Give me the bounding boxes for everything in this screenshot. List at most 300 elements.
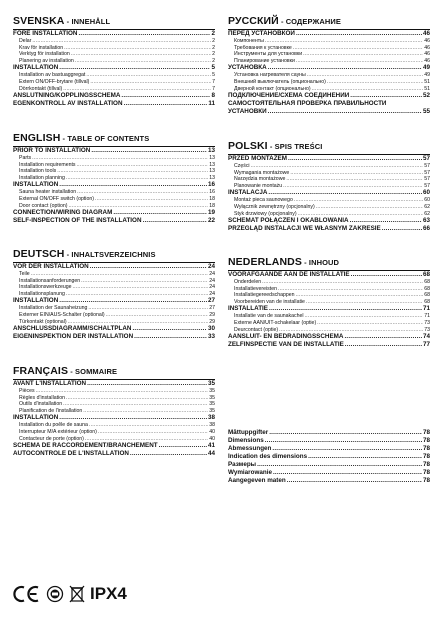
toc-sub-entry <box>228 197 430 204</box>
dot-leader <box>64 45 211 52</box>
toc-main-entry <box>228 437 430 445</box>
toc-sub-entry <box>13 155 215 162</box>
double-insulation-icon <box>45 585 65 603</box>
toc-main-entry <box>13 64 215 72</box>
dot-leader <box>269 429 422 437</box>
toc-sub-entry <box>13 284 215 291</box>
language-heading <box>13 248 215 261</box>
toc-page-number: 29 <box>209 318 215 325</box>
language-subtitle: INNEHÅLL <box>71 17 111 26</box>
toc-section-dutch <box>228 256 430 349</box>
toc-entry-text: Installation planning <box>19 174 65 181</box>
dot-leader <box>71 51 211 58</box>
toc-page-number: 7 <box>212 85 215 92</box>
heading-separator: - <box>267 142 275 151</box>
dot-leader <box>68 203 208 210</box>
toc-entry-text: INSTALLATION <box>13 414 59 422</box>
dot-leader <box>278 286 423 293</box>
ce-label: C <box>13 593 14 595</box>
toc-main-entry <box>228 445 430 453</box>
toc-main-entry <box>13 450 215 458</box>
toc-entry-text: Części <box>234 163 250 169</box>
dot-leader <box>298 211 424 218</box>
toc-entry-text: САМОСТОЯТЕЛЬНАЯ ПРОВЕРКА ПРАВИЛЬНОСТИ <box>228 100 387 108</box>
toc-sub-entry <box>13 203 215 210</box>
toc-main-entry <box>13 414 215 422</box>
toc-entry-text: Externe AAN/UIT-schakelaar (optie) <box>234 319 317 326</box>
toc-main-entry <box>228 30 430 38</box>
toc-entry-text: AVANT L'INSTALLATION <box>13 380 87 387</box>
toc-sub-entry <box>228 292 430 299</box>
toc-page-number: 35 <box>209 388 215 394</box>
dot-leader <box>296 58 423 65</box>
toc-entry-text: SCHEMAT POŁĄCZEŃ I OKABLOWANIA <box>228 217 349 225</box>
toc-entry-text: Wyłącznik zewnętrzny (opcjonalny) <box>234 203 315 210</box>
toc-sub-entry <box>228 299 430 306</box>
toc-entry-text: SELF-INSPECTION OF THE INSTALLATION <box>13 217 142 225</box>
toc-sub-entry <box>228 58 430 65</box>
toc-entry-text: Krav för installation <box>19 44 64 51</box>
toc-entry-text: ANSCHLUSSDIAGRAMM/SCHALTPLAN <box>13 325 132 333</box>
toc-page-number: 46 <box>424 38 430 44</box>
toc-entry-text: Abmessungen <box>228 445 272 452</box>
toc-entry-text: Extern ON/OFF-brytare (tillval) <box>19 78 90 85</box>
ip-rating-label: IPX4 <box>90 584 127 603</box>
toc-entry-text: Дверной контакт (опционально) <box>234 85 311 92</box>
toc-page-number: 24 <box>209 284 215 291</box>
toc-entry-text: FÖRE INSTALLATION <box>13 30 78 37</box>
toc-sub-entry <box>13 278 215 285</box>
dot-leader <box>91 147 207 155</box>
dot-leader <box>77 189 208 196</box>
toc-section-russian <box>228 15 430 116</box>
toc-page-number: 71 <box>422 305 430 313</box>
toc-page-number: 57 <box>424 182 430 189</box>
toc-entry-text: Outils d'installation <box>19 401 63 408</box>
toc-page-number: 35 <box>209 407 215 414</box>
toc-page-number: 27 <box>207 297 215 305</box>
language-heading <box>228 256 430 269</box>
toc-entry-text: AUTOCONTRÔLE DE L'INSTALLATION <box>13 450 129 458</box>
toc-page-number: 2 <box>212 38 215 44</box>
toc-page-number: 16 <box>209 189 215 196</box>
dot-leader <box>262 279 423 286</box>
toc-entry-text: Installationsanforderungen <box>19 277 81 284</box>
toc-page-number: 49 <box>422 64 430 72</box>
toc-page-number: 46 <box>424 57 430 64</box>
toc-entry-text: Deurcontact (optie) <box>234 326 279 333</box>
toc-sub-entry <box>228 51 430 58</box>
toc-main-entry <box>13 100 215 108</box>
toc-entry-text: Montaż pieca saunowego <box>234 197 293 204</box>
toc-entry-text: Installation du poêle de sauna <box>19 422 88 429</box>
toc-sub-entry <box>228 313 430 320</box>
toc-page-number: 78 <box>422 477 430 484</box>
toc-sub-entry <box>13 395 215 402</box>
toc-main-entry <box>13 325 215 333</box>
language-heading <box>228 140 430 153</box>
toc-entry-text: Règles d'installation <box>19 394 65 401</box>
dot-leader <box>124 100 208 108</box>
toc-entry-text: Installatiegereedschappen <box>234 292 295 299</box>
toc-page-number: 8 <box>211 92 215 100</box>
dot-leader <box>294 197 423 204</box>
dot-leader <box>296 292 424 299</box>
ce-mark-icon <box>13 585 41 603</box>
toc-entry-text: Door contact (option) <box>19 202 68 209</box>
toc-page-number: 5 <box>212 72 215 79</box>
toc-entry-text: Внешний выключатель (опционально) <box>234 78 326 85</box>
toc-page-number: 46 <box>424 51 430 58</box>
toc-entry-text: Planowanie montażu <box>234 182 283 189</box>
toc-sub-entry <box>228 86 430 93</box>
dot-leader <box>95 196 208 203</box>
dot-leader <box>293 45 423 52</box>
toc-page-number: 24 <box>209 277 215 284</box>
toc-main-entry <box>228 92 430 100</box>
dot-leader <box>90 263 207 271</box>
toc-main-entry <box>13 217 215 225</box>
language-title: POLSKI <box>228 140 268 152</box>
toc-page-number: 18 <box>209 202 215 209</box>
toc-page-number: 68 <box>424 292 430 299</box>
toc-page-number: 51 <box>424 78 430 85</box>
dot-leader <box>59 181 207 189</box>
toc-entry-text: Interrupteur M/A extérieur (option) <box>19 428 97 435</box>
toc-page-number: 57 <box>422 155 430 162</box>
dot-leader <box>308 453 422 461</box>
language-title: FRANÇAIS <box>13 365 69 377</box>
toc-entry-text: Aangegeven maten <box>228 477 286 484</box>
toc-entry-text: Installation tools <box>19 168 57 175</box>
toc-entry-text: УСТАНОВКИ <box>228 108 267 116</box>
toc-entry-text: Installationsplanung <box>19 290 65 297</box>
toc-page-number: 35 <box>207 380 215 387</box>
dot-leader <box>305 313 424 320</box>
toc-main-entry <box>228 469 430 477</box>
dot-leader <box>272 445 422 453</box>
dot-leader <box>66 175 208 182</box>
dot-leader <box>121 92 210 100</box>
toc-page-number: 2 <box>212 57 215 64</box>
toc-sub-entry <box>228 38 430 45</box>
dot-leader <box>143 217 207 225</box>
toc-page-number: 38 <box>207 414 215 422</box>
dot-leader <box>87 380 207 388</box>
toc-page-number: 68 <box>424 279 430 285</box>
toc-sub-entry <box>13 86 215 93</box>
language-title: ENGLISH <box>13 132 61 144</box>
toc-main-entry <box>228 189 430 197</box>
toc-page-number: 60 <box>424 197 430 204</box>
toc-main-entry <box>228 155 430 163</box>
toc-page-number: 60 <box>422 189 430 197</box>
toc-page-number: 16 <box>207 181 215 189</box>
toc-page-number: 29 <box>209 311 215 318</box>
dot-leader <box>269 305 422 313</box>
toc-page-number: 57 <box>424 169 430 176</box>
toc-page-number: 7 <box>212 78 215 85</box>
toc-sub-entry <box>13 408 215 415</box>
toc-sub-entry <box>13 388 215 395</box>
toc-section-german <box>13 248 215 341</box>
toc-entry-text: Voorbereiden van de installatie <box>234 298 305 305</box>
dot-leader <box>63 86 211 93</box>
toc-entry-text: Installationswerkzeuge <box>19 284 72 291</box>
toc-entry-text: Installation der Saunaheizung <box>19 305 88 312</box>
language-heading <box>13 15 215 28</box>
toc-entry-text: Türkontakt (optional) <box>19 318 67 325</box>
toc-page-number: 74 <box>422 333 430 341</box>
language-heading <box>13 365 215 378</box>
dot-leader <box>59 64 210 72</box>
toc-page-number: 78 <box>422 445 430 452</box>
toc-entry-text: Dörrkontakt (tillval) <box>19 85 63 92</box>
toc-page-number: 57 <box>424 163 430 169</box>
toc-sub-entry <box>228 45 430 52</box>
toc-page-number: 19 <box>207 209 215 217</box>
toc-page-number: 49 <box>424 72 430 79</box>
dot-leader <box>86 72 211 79</box>
toc-entry-text: Indication des dimensions <box>228 453 308 460</box>
toc-main-entry <box>13 147 215 155</box>
toc-page-number: 13 <box>209 168 215 175</box>
toc-entry-text: ПОДКЛЮЧЕНИЕ/СХЕМА СОЕДИНЕНИЙ <box>228 92 350 100</box>
toc-entry-text: AANSLUIT- EN BEDRADINGSSCHEMA <box>228 333 344 341</box>
toc-main-entry <box>13 181 215 189</box>
toc-page-number: 62 <box>424 203 430 210</box>
toc-page-number: 57 <box>424 176 430 183</box>
toc-page-number: 24 <box>209 290 215 297</box>
toc-entry-text: Installatievereisten <box>234 285 277 292</box>
toc-sub-entry <box>228 79 430 86</box>
toc-main-entry <box>228 453 430 461</box>
dot-leader <box>59 414 207 422</box>
dot-leader <box>106 312 209 319</box>
dot-leader <box>312 86 424 93</box>
toc-page-number: 2 <box>212 51 215 58</box>
toc-main-entry <box>228 108 430 116</box>
toc-entry-text: External ON/OFF switch (option) <box>19 195 94 202</box>
toc-sub-entry <box>13 319 215 326</box>
toc-entry-text: PRZEGLĄD INSTALACJI WE WŁASNYM ZAKRESIE <box>228 225 381 233</box>
toc-main-entry <box>13 333 215 341</box>
toc-page-number: 13 <box>209 161 215 168</box>
toc-entry-text: Требования к установке <box>234 44 292 51</box>
toc-entry-text: INSTALLATION <box>13 64 59 72</box>
toc-entry-text: УСТАНОВКА <box>228 64 267 72</box>
dot-leader <box>265 437 422 445</box>
toc-entry-text: VOR DER INSTALLATION <box>13 263 89 270</box>
toc-entry-text: Установка нагревателя сауны <box>234 72 306 79</box>
toc-entry-text: Onderdelen <box>234 279 262 285</box>
dot-leader <box>32 38 211 45</box>
dot-leader <box>159 442 207 450</box>
dot-leader <box>83 408 208 415</box>
dot-leader <box>88 305 208 312</box>
toc-main-entry <box>13 297 215 305</box>
dot-leader <box>134 333 207 341</box>
dot-leader <box>273 469 422 477</box>
dot-leader <box>351 271 422 279</box>
toc-sub-entry <box>228 211 430 218</box>
toc-page-number: 22 <box>207 217 215 225</box>
language-title: DEUTSCH <box>13 248 65 260</box>
dimensions-index <box>228 429 430 485</box>
dot-leader <box>72 284 208 291</box>
toc-entry-text: PRZED MONTAŻEM <box>228 155 287 162</box>
dot-leader <box>344 333 422 341</box>
toc-page-number: 52 <box>422 92 430 100</box>
toc-section-french <box>13 365 215 458</box>
dot-leader <box>350 92 422 100</box>
toc-entry-text: Wymiarowanie <box>228 469 272 476</box>
toc-page-number: 62 <box>424 210 430 217</box>
toc-page-number: 68 <box>424 298 430 305</box>
toc-entry-text: Sauna heater installation <box>19 189 77 196</box>
toc-main-entry <box>228 341 430 349</box>
toc-page-number: 35 <box>209 401 215 408</box>
heading-separator: - <box>64 17 72 26</box>
dot-leader <box>345 341 422 349</box>
dot-leader <box>132 325 207 333</box>
toc-sub-entry <box>13 429 215 436</box>
toc-page-number: 38 <box>209 422 215 429</box>
dot-leader <box>288 155 422 163</box>
toc-sub-entry <box>13 422 215 429</box>
toc-sub-entry <box>13 312 215 319</box>
toc-page-number: 63 <box>422 217 430 225</box>
toc-entry-text: Installatie van de saunakachel <box>234 313 304 320</box>
toc-page-number: 77 <box>422 341 430 349</box>
dot-leader <box>78 30 210 38</box>
toc-page-number: 78 <box>422 453 430 460</box>
toc-page-number: 18 <box>209 195 215 202</box>
toc-page-number: 11 <box>208 100 215 108</box>
toc-entry-text: Teile <box>19 271 30 277</box>
toc-section-english <box>13 132 215 225</box>
toc-page-number: 66 <box>422 225 430 233</box>
dot-leader <box>306 299 423 306</box>
toc-page-number: 71 <box>424 313 430 320</box>
language-subtitle: СОДЕРЖАНИЕ <box>285 17 341 26</box>
toc-sub-entry <box>13 72 215 79</box>
toc-page-number: 78 <box>422 461 430 468</box>
toc-sub-entry <box>13 162 215 169</box>
toc-main-entry <box>228 100 430 108</box>
toc-page-number: 78 <box>422 429 430 436</box>
toc-entry-text: INSTALACJA <box>228 189 268 197</box>
toc-entry-text: PRIOR TO INSTALLATION <box>13 147 91 154</box>
toc-page-number: 13 <box>209 155 215 161</box>
dot-leader <box>303 51 423 58</box>
toc-entry-text: Måttuppgifter <box>228 429 269 436</box>
toc-entry-text: Инструменты для установки <box>234 51 303 58</box>
dot-leader <box>81 278 208 285</box>
toc-page-number: 13 <box>207 147 215 154</box>
toc-sub-entry <box>13 189 215 196</box>
toc-main-entry <box>228 271 430 279</box>
dot-leader <box>257 461 422 469</box>
dot-leader <box>98 429 208 436</box>
dot-leader <box>113 209 207 217</box>
toc-sub-entry <box>13 175 215 182</box>
toc-entry-text: Installation requirements <box>19 161 76 168</box>
dot-leader <box>265 38 423 45</box>
toc-page-number: 68 <box>424 285 430 292</box>
toc-page-number: 30 <box>207 325 215 333</box>
language-title: РУССКИЙ <box>228 15 279 27</box>
toc-page-number: 46 <box>422 30 430 37</box>
dot-leader <box>85 436 208 443</box>
toc-main-entry <box>228 429 430 437</box>
toc-entry-text: INSTALLATION <box>13 181 59 189</box>
heading-separator: - <box>64 250 72 259</box>
toc-entry-text: Wymagania montażowe <box>234 169 290 176</box>
dot-leader <box>287 477 422 485</box>
dot-leader <box>251 163 424 170</box>
dot-leader <box>290 170 423 177</box>
heading-separator: - <box>60 134 68 143</box>
toc-entry-text: Parts <box>19 155 32 161</box>
dot-leader <box>268 108 422 116</box>
toc-entry-text: SCHÉMA DE RACCORDEMENT/BRANCHEMENT <box>13 442 158 450</box>
language-title: SVENSKA <box>13 15 65 27</box>
toc-page-number: 78 <box>422 469 430 476</box>
toc-sub-entry <box>228 163 430 170</box>
dot-leader <box>63 401 208 408</box>
heading-separator: - <box>301 258 309 267</box>
toc-page-number: 35 <box>209 394 215 401</box>
dot-leader <box>316 204 424 211</box>
toc-page-number: 2 <box>211 30 215 37</box>
dot-leader <box>268 189 422 197</box>
toc-page-number: 2 <box>212 44 215 51</box>
toc-main-entry <box>228 477 430 485</box>
dot-leader <box>382 225 422 233</box>
toc-entry-text: EIGENINSPEKTION DER INSTALLATION <box>13 333 134 341</box>
toc-page-number: 44 <box>207 450 215 458</box>
toc-entry-text: ANSLUTNING/KOPPLINGSSCHEMA <box>13 92 121 100</box>
dot-leader <box>77 162 209 169</box>
toc-page-number: 33 <box>207 333 215 341</box>
dot-leader <box>75 58 211 65</box>
dot-leader <box>327 79 423 86</box>
toc-sub-entry <box>228 72 430 79</box>
toc-page-number: 41 <box>207 442 215 450</box>
toc-entry-text: ZELFINSPECTIE VAN DE INSTALLATIE <box>228 341 344 349</box>
toc-main-entry <box>228 217 430 225</box>
toc-entry-text: Planering av installation <box>19 57 74 64</box>
language-subtitle: SPIS TREŚCI <box>274 142 323 151</box>
toc-sub-entry <box>13 271 215 278</box>
toc-sub-entry <box>13 168 215 175</box>
language-title: NEDERLANDS <box>228 256 302 268</box>
toc-page-number: 55 <box>422 108 430 116</box>
toc-page-number: 40 <box>209 428 215 435</box>
toc-sub-entry <box>228 286 430 293</box>
toc-entry-text: INSTALLATION <box>13 297 59 305</box>
language-subtitle: INHALTSVERZEICHNIS <box>71 250 156 259</box>
toc-section-swedish <box>13 15 215 108</box>
toc-entry-text: CONNECTION/WIRING DIAGRAM <box>13 209 113 217</box>
toc-entry-text: Narzędzia montażowe <box>234 176 286 183</box>
toc-sub-entry <box>228 204 430 211</box>
dot-leader <box>130 450 207 458</box>
toc-page-number: 5 <box>211 64 215 72</box>
toc-entry-text: EGENKONTROLL AV INSTALLATION <box>13 100 123 108</box>
dot-leader <box>283 183 423 190</box>
